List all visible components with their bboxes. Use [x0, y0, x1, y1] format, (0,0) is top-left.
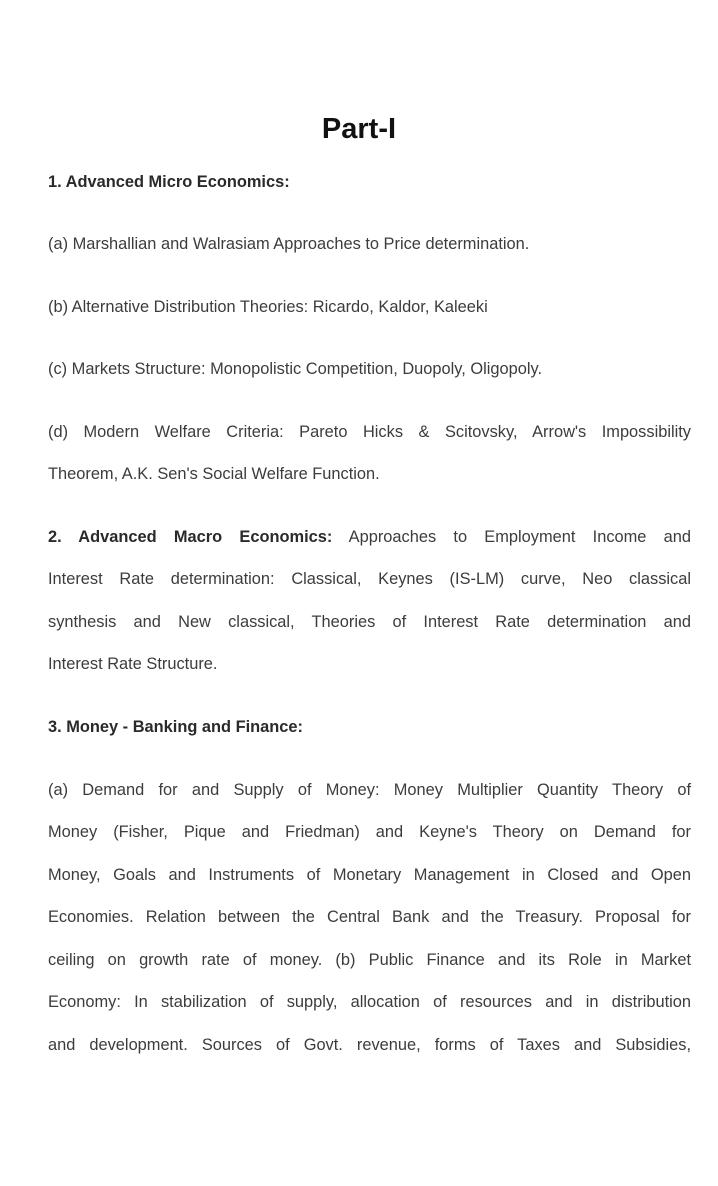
section-3-line-3: Money, Goals and Instruments of Monetary Management in Closed and Open: [48, 866, 691, 884]
section-1-item-d-line-1: (d) Modern Welfare Criteria: Pareto Hicks & Scitovsky, Arrow's Impossibility: [48, 423, 691, 441]
page-title: Part-I: [321, 113, 397, 145]
section-1-item-a: (a) Marshallian and Walrasiam Approaches to Price determination.: [48, 235, 530, 253]
section-3-line-2: Money (Fisher, Pique and Friedman) and Keyne's Theory on Demand for: [48, 823, 691, 841]
section-1-item-b: (b) Alternative Distribution Theories: Ricardo, Kaldor, Kaleeki: [48, 298, 488, 316]
section-2-line-2: Interest Rate determination: Classical, Keynes (IS-LM) curve, Neo classical: [48, 570, 691, 588]
section-2-line-4: Interest Rate Structure.: [48, 655, 218, 673]
section-1-item-c: (c) Markets Structure: Monopolistic Competition, Duopoly, Oligopoly.: [48, 360, 543, 378]
section-1-item-d-line-2: Theorem, A.K. Sen's Social Welfare Function.: [48, 465, 380, 483]
section-2-line-3: synthesis and New classical, Theories of Interest Rate determination and: [48, 613, 691, 631]
section-3-line-1: (a) Demand for and Supply of Money: Money Multiplier Quantity Theory of: [48, 781, 691, 799]
section-3-heading: 3. Money - Banking and Finance:: [48, 718, 303, 736]
section-2-line-1: [48, 527, 691, 547]
section-2-heading: 2. Advanced Macro Economics:: [48, 528, 333, 546]
section-3-line-7: and development. Sources of Govt. revenue, forms of Taxes and Subsidies,: [48, 1036, 691, 1054]
section-2-line-1-text: Approaches to Employment Income and: [332, 528, 691, 546]
section-3-line-5: ceiling on growth rate of money. (b) Public Finance and its Role in Market: [48, 951, 691, 969]
section-1-heading: 1. Advanced Micro Economics:: [48, 173, 290, 191]
section-3-line-4: Economies. Relation between the Central Bank and the Treasury. Proposal for: [48, 908, 691, 926]
section-3-line-6: Economy: In stabilization of supply, allocation of resources and in distribution: [48, 993, 691, 1011]
